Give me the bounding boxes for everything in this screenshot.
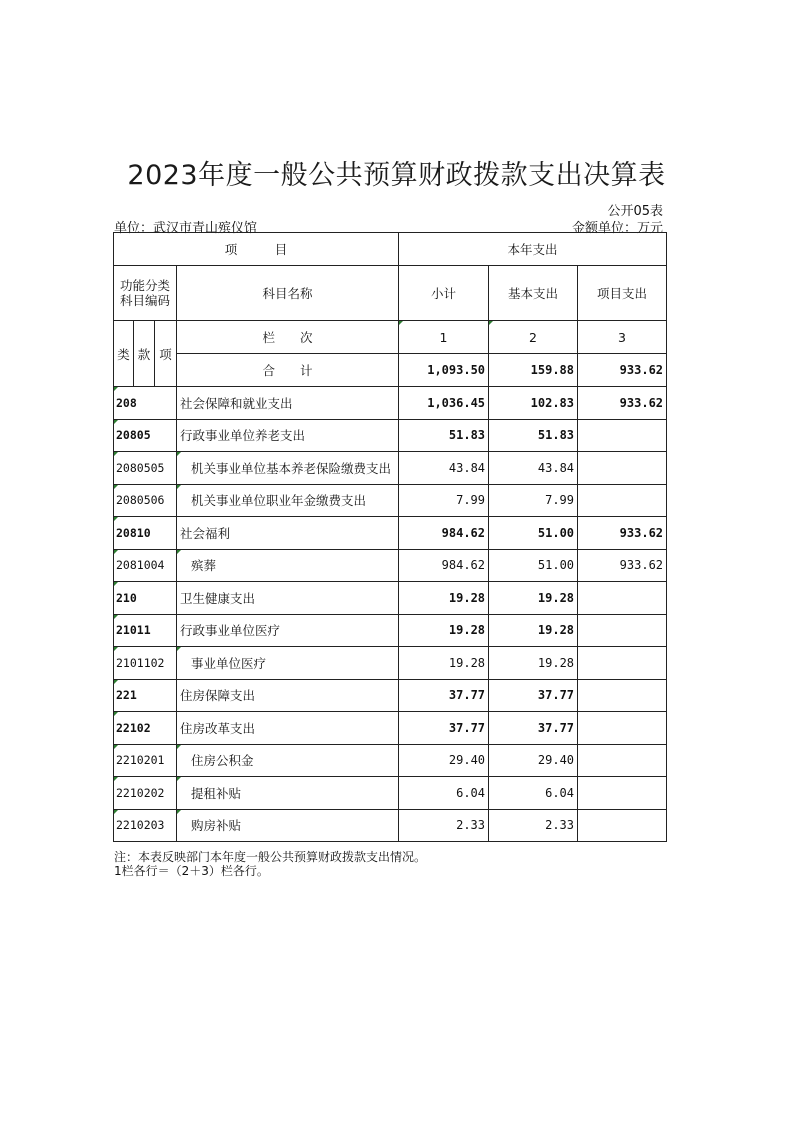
total-basic: 159.88: [489, 354, 578, 387]
row-subtotal: 2.33: [399, 809, 489, 842]
row-subtotal: 19.28: [399, 582, 489, 615]
table-row: [114, 614, 667, 647]
row-subtotal: 984.62: [399, 549, 489, 582]
table-row: [114, 744, 667, 777]
row-name: 殡葬: [177, 549, 399, 582]
table-row: [114, 419, 667, 452]
row-subtotal: 29.40: [399, 744, 489, 777]
row-project: 933.62: [578, 517, 667, 550]
table-row: [114, 452, 667, 485]
row-project: [578, 614, 667, 647]
row-code: 22102: [114, 712, 177, 745]
row-name: 社会福利: [177, 517, 399, 550]
row-subtotal: 37.77: [399, 712, 489, 745]
row-name: 行政事业单位医疗: [177, 614, 399, 647]
reporting-unit: 单位：武汉市青山殡仪馆: [114, 221, 258, 236]
row-project: [578, 484, 667, 517]
row-project: 933.62: [578, 387, 667, 420]
row-project: [578, 452, 667, 485]
note-line-2: 1栏各行＝（2＋3）栏各行。: [114, 864, 269, 878]
row-basic: 43.84: [489, 452, 578, 485]
column-label: 栏 次: [177, 321, 399, 354]
total-subtotal: 1,093.50: [399, 354, 489, 387]
row-project: [578, 419, 667, 452]
row-code: 2080506: [114, 484, 177, 517]
page-title: 2023年度一般公共预算财政拨款支出决算表: [127, 160, 666, 191]
row-code: 21011: [114, 614, 177, 647]
row-basic: 51.00: [489, 549, 578, 582]
row-code: 2080505: [114, 452, 177, 485]
table-row: [114, 679, 667, 712]
row-subtotal: 43.84: [399, 452, 489, 485]
row-name: 住房改革支出: [177, 712, 399, 745]
header-func-code-line1: 功能分类: [119, 278, 170, 293]
col-number-1: 1: [399, 321, 489, 354]
row-code: 208: [114, 387, 177, 420]
row-subtotal: 6.04: [399, 777, 489, 810]
row-project: [578, 777, 667, 810]
header-subtotal: 小计: [399, 266, 489, 321]
row-code: 2081004: [114, 549, 177, 582]
row-subtotal: 984.62: [399, 517, 489, 550]
row-name: 行政事业单位养老支出: [177, 419, 399, 452]
header-kuan: 款: [134, 321, 155, 387]
row-code: 210: [114, 582, 177, 615]
row-basic: 7.99: [489, 484, 578, 517]
row-name: 社会保障和就业支出: [177, 387, 399, 420]
row-basic: 37.77: [489, 712, 578, 745]
row-basic: 19.28: [489, 614, 578, 647]
header-xiang: 项: [155, 321, 177, 387]
row-basic: 37.77: [489, 679, 578, 712]
row-basic: 29.40: [489, 744, 578, 777]
row-subtotal: 19.28: [399, 614, 489, 647]
row-basic: 6.04: [489, 777, 578, 810]
header-project: 项目支出: [578, 266, 667, 321]
row-basic: 19.28: [489, 582, 578, 615]
row-basic: 19.28: [489, 647, 578, 680]
row-code: 2210203: [114, 809, 177, 842]
header-subject-name: 科目名称: [177, 266, 399, 321]
row-code: 20805: [114, 419, 177, 452]
row-basic: 2.33: [489, 809, 578, 842]
row-name: 卫生健康支出: [177, 582, 399, 615]
row-basic: 51.83: [489, 419, 578, 452]
row-code: 20810: [114, 517, 177, 550]
row-subtotal: 19.28: [399, 647, 489, 680]
row-project: [578, 679, 667, 712]
row-subtotal: 1,036.45: [399, 387, 489, 420]
money-unit: 金额单位：万元: [571, 221, 663, 236]
row-subtotal: 37.77: [399, 679, 489, 712]
header-current-year: 本年支出: [399, 233, 667, 266]
header-func-code: [114, 266, 177, 321]
table-row: [114, 809, 667, 842]
note-line-1: 注：本表反映部门本年度一般公共预算财政拨款支出情况。: [114, 850, 427, 864]
row-subtotal: 7.99: [399, 484, 489, 517]
row-name: 机关事业单位职业年金缴费支出: [177, 484, 399, 517]
row-name: 住房公积金: [177, 744, 399, 777]
col-number-2: 2: [489, 321, 578, 354]
row-project: [578, 582, 667, 615]
row-project: [578, 647, 667, 680]
row-code: 2210201: [114, 744, 177, 777]
row-name: 机关事业单位基本养老保险缴费支出: [177, 452, 399, 485]
row-project: 933.62: [578, 549, 667, 582]
table-row: [114, 387, 667, 420]
row-name: 购房补贴: [177, 809, 399, 842]
expenditure-table: [113, 232, 667, 842]
table-row: [114, 647, 667, 680]
table-row: [114, 549, 667, 582]
header-lei: 类: [114, 321, 134, 387]
total-label: 合 计: [177, 354, 399, 387]
col-number-3: 3: [578, 321, 667, 354]
table-row: [114, 484, 667, 517]
row-name: 住房保障支出: [177, 679, 399, 712]
header-func-code-line2: 科目编码: [119, 293, 170, 308]
notes: [114, 850, 426, 878]
table-row: [114, 582, 667, 615]
row-name: 事业单位医疗: [177, 647, 399, 680]
table-row: [114, 517, 667, 550]
row-code: 2101102: [114, 647, 177, 680]
form-number: 公开05表: [607, 204, 663, 219]
row-subtotal: 51.83: [399, 419, 489, 452]
table-row: [114, 777, 667, 810]
total-project: 933.62: [578, 354, 667, 387]
row-basic: 51.00: [489, 517, 578, 550]
table-row: [114, 712, 667, 745]
row-basic: 102.83: [489, 387, 578, 420]
row-project: [578, 712, 667, 745]
header-item: 项 目: [114, 233, 399, 266]
row-code: 2210202: [114, 777, 177, 810]
row-project: [578, 809, 667, 842]
header-basic: 基本支出: [489, 266, 578, 321]
row-code: 221: [114, 679, 177, 712]
row-name: 提租补贴: [177, 777, 399, 810]
row-project: [578, 744, 667, 777]
